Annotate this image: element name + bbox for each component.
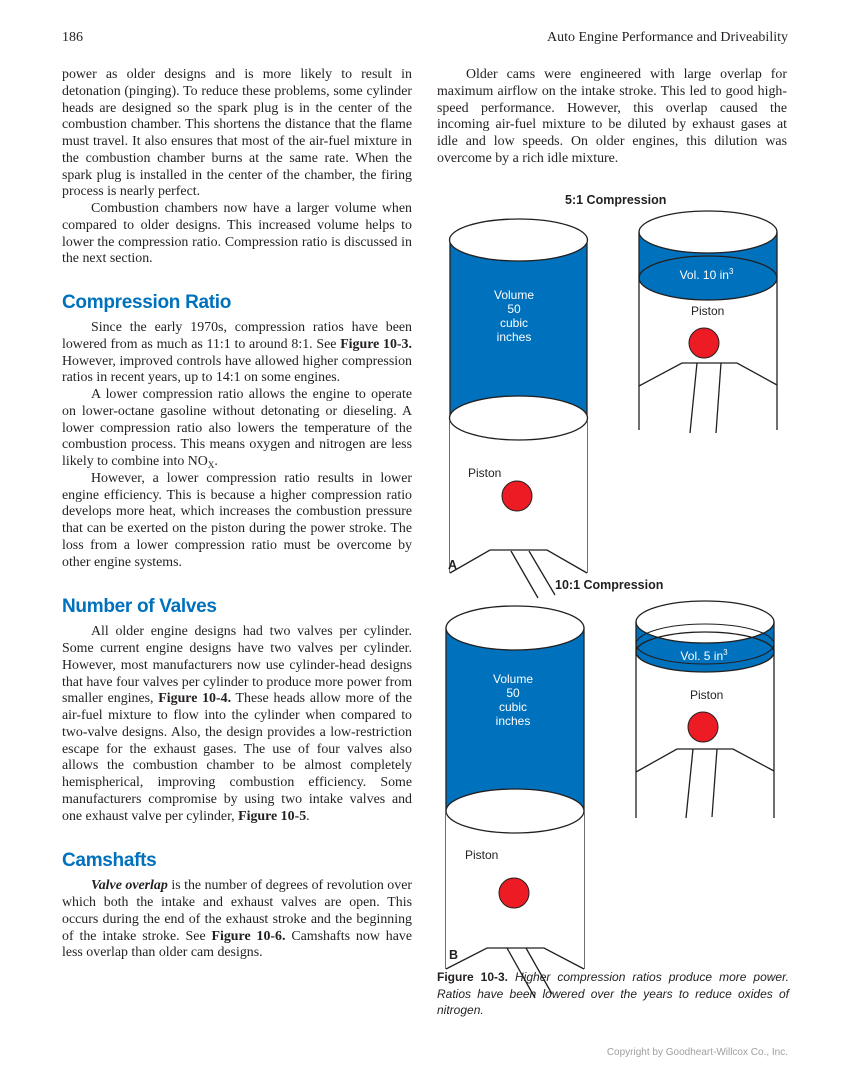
paragraph: Combustion chambers now have a larger volume when compared to older designs. This increased volume helps to lower the compression ratio. Compression ratio is discussed in the next section.: [62, 201, 412, 267]
panel-a-right-cylinder: [639, 211, 777, 433]
section-heading-camshafts: Camshafts: [62, 850, 157, 872]
paragraph: Older cams were engineered with large overlap for maximum airflow on the intake stroke. This led to good high-speed performance. However, this overlap caused the incoming air-fuel mixture to be diluted by exhaust gases at idle and low speeds. On older engines, this dilution was overcome by a rich idle mixture.: [437, 67, 787, 166]
paragraph: power as older designs and is more likely to result in detonation (pinging). To reduce these problems, some cylinder heads are designed so the spark plug is in the center of the combustion chamber. This shortens the distance that the flame must travel. It also ensures that most of the air-fuel mixture in the combustion chamber burns at the same rate. When the spark plug is installed in the center of the chamber, the firing process is nearly perfect.: [62, 67, 412, 200]
panel-a-left-piston-label: Piston: [468, 466, 502, 480]
figure-caption-label: Figure 10-3.: [437, 970, 509, 984]
panel-a-letter: A: [448, 558, 458, 572]
key-term: Valve overlap: [91, 878, 168, 894]
panel-b-right-cylinder: [636, 601, 774, 818]
left-column: [62, 67, 412, 962]
paragraph: Valve overlap is the number of degrees of revolution over which both the intake and exhaust valves are open. This occurs during the end of the exhaust stroke and the beginning of the intake stroke. See Figure 10-6. Camshafts now have less overlap than older cam designs.: [62, 878, 412, 961]
panel-a-left-cylinder: [450, 219, 588, 598]
right-column: [437, 67, 787, 168]
figure-caption-text: Higher compression ratios produce more power. Ratios have been lowered over the years to reduce oxides of nitrogen.: [437, 970, 789, 1017]
copyright-notice: Copyright by Goodheart-Willcox Co., Inc.: [606, 1047, 788, 1058]
paragraph: However, a lower compression ratio results in lower engine efficiency. This is because a higher compression ratio develops more heat, which increases the combustion pressure that can be exerted on the piston during the power stroke. The loss from a lower compression ratio must be overcome by other engine systems.: [62, 470, 412, 570]
paragraph: All older engine designs had two valves per cylinder. Some current engine designs have two valves per cylinder. However, most manufacturers now use cylinder-head designs that have four valves per cylinder to produce more power from smaller engines, Figure 10-4. These heads allow more of the air-fuel mixture to flow into the cylinder when compared to two-valve designs. Also, the design provides a low-restriction escape for the exhaust gases. The use of four valves also allows the combustion chamber to be almost completely hemispherical, improving combustion efficiency. Some manufacturers compromise by using two intake valves and one exhaust valve per cylinder, Figure 10-5.: [62, 624, 412, 824]
panel-b-left-volume-label: Volume 50 cubic inches: [492, 672, 534, 728]
panel-b-left-piston-label: Piston: [465, 848, 499, 862]
section-heading-number-of-valves: Number of Valves: [62, 596, 217, 618]
figure-10-3: [437, 188, 792, 988]
paragraph: Since the early 1970s, compression ratios have been lowered from as much as 11:1 to around 8:1. See Figure 10-3. However, improved controls have allowed higher compression ratios in recent years, up to 14:1 on some engines.: [62, 320, 412, 386]
figure-reference: Figure 10-6.: [211, 928, 286, 944]
running-head-title: Auto Engine Performance and Driveability: [546, 30, 788, 45]
panel-b-letter: B: [449, 948, 459, 962]
panel-b-right-volume-label: Vol. 5 $in^3$: [680, 648, 728, 663]
panel-a-left-volume-label: Volume 50 cubic inches: [493, 288, 535, 344]
panel-a-right-volume-label: Vol. 10 $in^3$: [679, 267, 734, 282]
panel-b-title: 10:1 Compression: [555, 578, 664, 592]
figure-reference: Figure 10-3.: [340, 336, 412, 352]
section-heading-compression-ratio: Compression Ratio: [62, 292, 232, 313]
panel-a-title: 5:1 Compression: [565, 193, 667, 207]
figure-reference: Figure 10-4.: [158, 691, 232, 707]
figure-caption: [437, 969, 789, 1019]
panel-a-right-piston-label: Piston: [691, 304, 725, 318]
paragraph: A lower compression ratio allows the engine to operate on lower-octane gasoline without detonating or dieseling. A lower compression ratio also lowers the temperature of the combustion process. This means oxygen and nitrogen are less likely to combine into $NO_X$.: [62, 387, 412, 470]
panel-b-right-piston-label: Piston: [690, 688, 724, 702]
panel-b-left-cylinder: [446, 606, 584, 998]
page-number: 186: [62, 30, 83, 45]
figure-reference: Figure 10-5: [238, 808, 307, 824]
